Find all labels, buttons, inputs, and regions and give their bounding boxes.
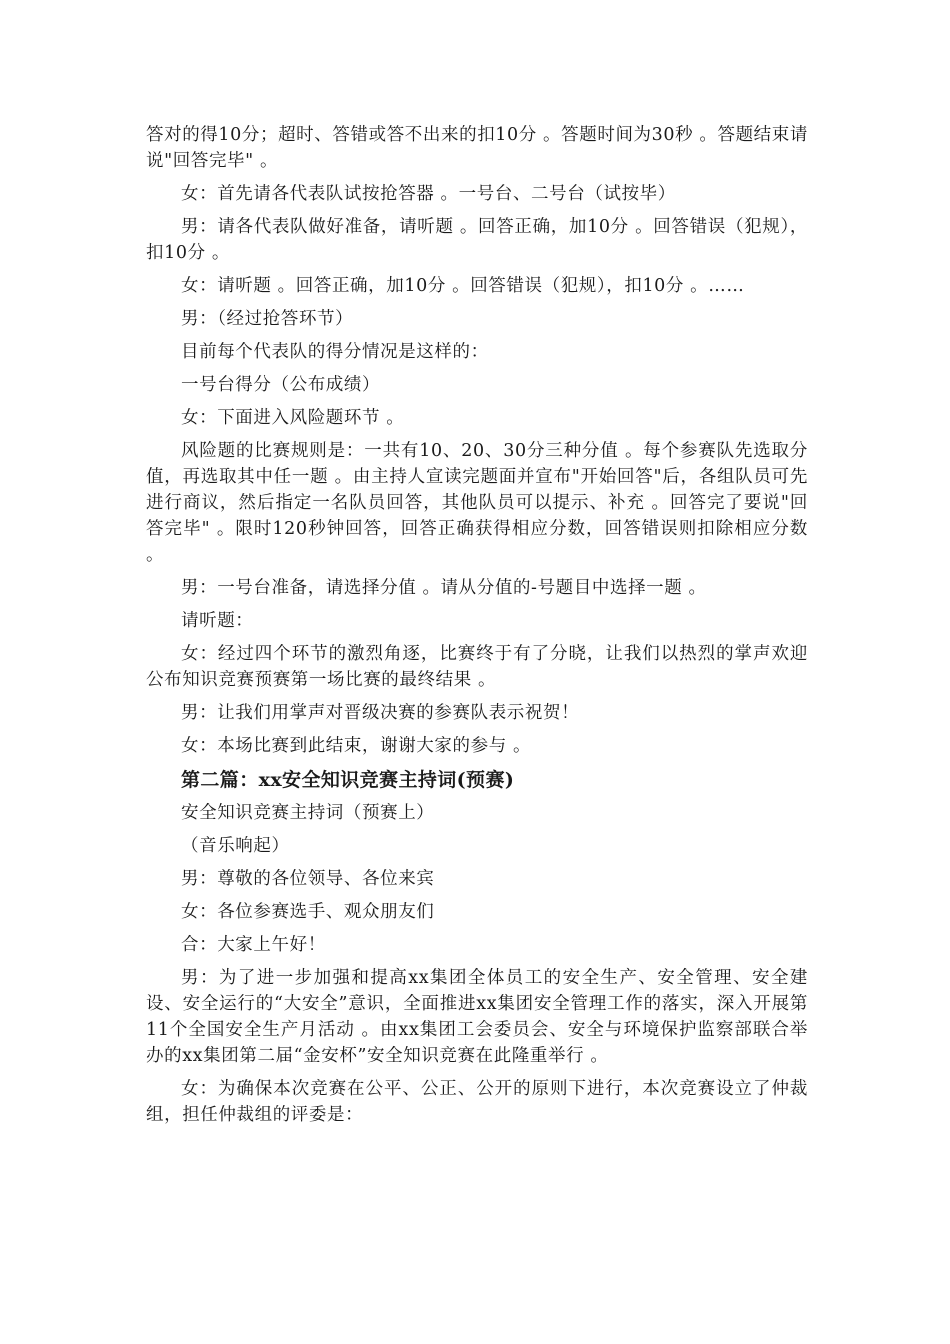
paragraph-music: （音乐响起） <box>181 836 290 856</box>
paragraph-arbitration: 女：为确保本次竞赛在公平、公正、公开的原则下进行，本次竞赛设立了仲裁组，担任仲裁组的评委是： <box>146 1079 808 1125</box>
paragraph-greeting-together: 合：大家上午好！ <box>181 935 326 955</box>
paragraph-final-result: 女：经过四个环节的激烈角逐，比赛终于有了分晓，让我们以热烈的掌声欢迎公布知识竞赛预赛第一场比赛的最终结果 。 <box>146 644 808 690</box>
paragraph-after-buzzer-round: 男：（经过抢答环节） <box>181 309 354 329</box>
paragraph-choose-value: 男：一号台准备，请选择分值 。请从分值的-号题目中选择一题 。 <box>181 578 707 598</box>
paragraph-event-background: 男：为了进一步加强和提高xx集团全体员工的安全生产、安全管理、安全建设、安全运行的“大安全”意识，全面推进xx集团安全管理工作的落实，深入开展第11个全国安全生产月活动 。由xx集团工会委员会、安全与环境保护监察部联合举办的xx集团第二届“金安杯”安全知识竞赛在此隆重举行 。 <box>146 968 808 1066</box>
paragraph-greeting-contestants: 女：各位参赛选手、观众朋友们 <box>181 902 435 922</box>
paragraph-listen-question: 女：请听题 。回答正确，加10分 。回答错误（犯规），扣10分 。…… <box>181 276 745 296</box>
document-body <box>146 122 808 1128</box>
paragraph-greeting-leaders: 男：尊敬的各位领导、各位来宾 <box>181 869 435 889</box>
paragraph-prepare-question: 男：请各代表队做好准备，请听题 。回答正确，加10分 。回答错误（犯规），扣10分 。 <box>146 217 808 263</box>
paragraph-risk-round-intro: 女：下面进入风险题环节 。 <box>181 408 405 428</box>
paragraph-please-listen: 请听题： <box>181 611 254 631</box>
paragraph-answer-rules: 答对的得10分；超时、答错或答不出来的扣10分 。答题时间为30秒 。答题结束请说"回答完毕" 。 <box>146 125 808 171</box>
paragraph-test-buzzer: 女：首先请各代表队试按抢答器 。一号台、二号台（试按毕） <box>181 184 676 204</box>
paragraph-subtitle: 安全知识竞赛主持词（预赛上） <box>181 803 435 823</box>
paragraph-risk-round-rules: 风险题的比赛规则是：一共有10、20、30分三种分值 。每个参赛队先选取分值，再选取其中任一题 。由主持人宣读完题面并宣布"开始回答"后，各组队员可先进行商议，然后指定一名队员回答，其他队员可以提示、补充 。回答完了要说"回答完毕" 。限时120秒钟回答，回答正确获得相应分数，回答错误则扣除相应分数 。 <box>146 441 808 565</box>
paragraph-closing: 女：本场比赛到此结束，谢谢大家的参与 。 <box>181 736 532 756</box>
section-heading: 第二篇：xx安全知识竞赛主持词(预赛) <box>181 769 515 791</box>
paragraph-score-status: 目前每个代表队的得分情况是这样的： <box>181 342 489 362</box>
paragraph-congratulate: 男：让我们用掌声对晋级决赛的参赛队表示祝贺！ <box>181 703 580 723</box>
paragraph-team-one-score: 一号台得分（公布成绩） <box>181 375 381 395</box>
